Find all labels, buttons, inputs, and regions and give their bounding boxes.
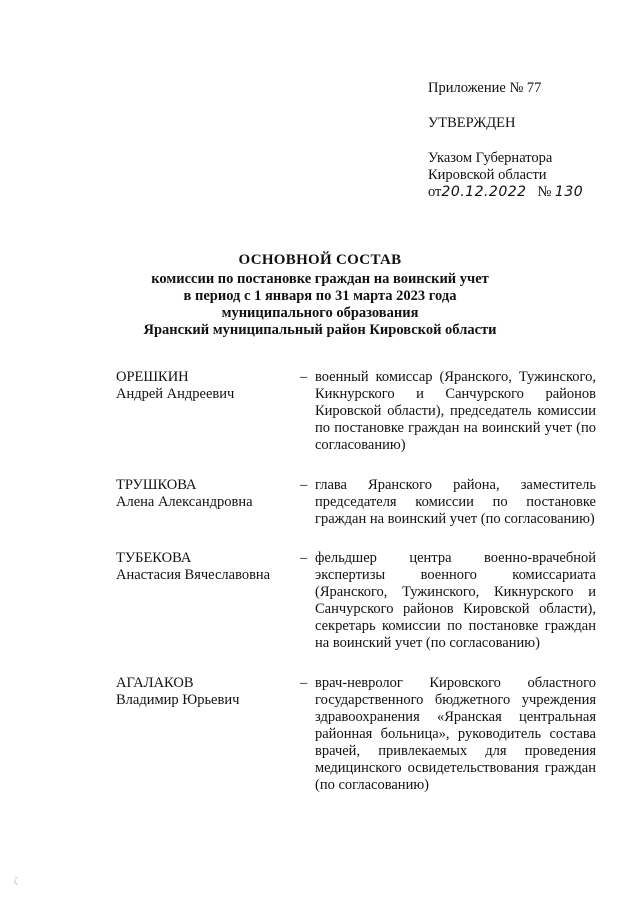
member-given-names: Анастасия Вячеславовна bbox=[116, 567, 271, 583]
handwritten-date: 20.12.2022 bbox=[441, 184, 527, 200]
document-title bbox=[0, 252, 640, 339]
title-line-2: в период с 1 января по 31 марта 2023 года bbox=[183, 288, 457, 304]
member-role: глава Яранского района, заместитель председателя комиссии по постановке граждан на воинский учет (по согласованию) bbox=[315, 477, 596, 527]
member-dash: – bbox=[300, 550, 308, 566]
appendix-number: Приложение № 77 bbox=[428, 80, 542, 96]
member-entry bbox=[116, 675, 596, 794]
handwritten-number: 130 bbox=[554, 184, 584, 200]
members-list bbox=[116, 369, 596, 794]
member-dash: – bbox=[300, 675, 308, 691]
member-dash: – bbox=[300, 369, 308, 385]
member-surname: ТРУШКОВА bbox=[116, 477, 197, 493]
member-given-names: Алена Александровна bbox=[116, 494, 253, 510]
decree-date-line bbox=[428, 184, 628, 201]
member-role: военный комиссар (Яранского, Тужинского, Кикнурского и Санчурского районов Кировской области), председатель комиссии по постановке граждан на воинский учет (по согласованию) bbox=[315, 369, 596, 453]
member-given-names: Андрей Андреевич bbox=[116, 386, 235, 402]
member-entry bbox=[116, 369, 596, 477]
title-line-1: комиссии по постановке граждан на воинский учет bbox=[151, 271, 489, 287]
member-role: фельдшер центра военно-врачебной экспертизы военного комиссариата (Яранского, Тужинского, Кикнурского и Санчурского районов Кировской области), секретарь комиссии по постановке граждан на воинский учет (по согласованию) bbox=[315, 550, 596, 651]
member-name bbox=[116, 369, 296, 403]
member-surname: ТУБЕКОВА bbox=[116, 550, 192, 566]
approval-block bbox=[428, 80, 628, 201]
decree-line-1: Указом Губернатора bbox=[428, 150, 553, 166]
member-name bbox=[116, 675, 296, 709]
scan-mark: ζ bbox=[14, 876, 18, 886]
member-name bbox=[116, 550, 296, 584]
title-main: ОСНОВНОЙ СОСТАВ bbox=[238, 252, 402, 268]
member-entry bbox=[116, 477, 596, 550]
member-given-names: Владимир Юрьевич bbox=[116, 692, 240, 708]
date-prefix: от bbox=[428, 184, 442, 200]
title-line-4: Яранский муниципальный район Кировской области bbox=[143, 322, 497, 338]
title-line-3: муниципального образования bbox=[221, 305, 419, 321]
member-role: врач-невролог Кировского областного государственного бюджетного учреждения здравоохранения «Яранская центральная районная больница», руководитель состава врачей, привлекаемых для проведения медицинского освидетельствования граждан (по согласованию) bbox=[315, 675, 596, 793]
number-prefix: № bbox=[537, 184, 552, 200]
member-name bbox=[116, 477, 296, 511]
member-entry bbox=[116, 550, 596, 675]
member-surname: АГАЛАКОВ bbox=[116, 675, 194, 691]
decree-line-2: Кировской области bbox=[428, 167, 547, 183]
approved-stamp-text: УТВЕРЖДЕН bbox=[428, 115, 516, 131]
member-surname: ОРЕШКИН bbox=[116, 369, 189, 385]
member-dash: – bbox=[300, 477, 308, 493]
